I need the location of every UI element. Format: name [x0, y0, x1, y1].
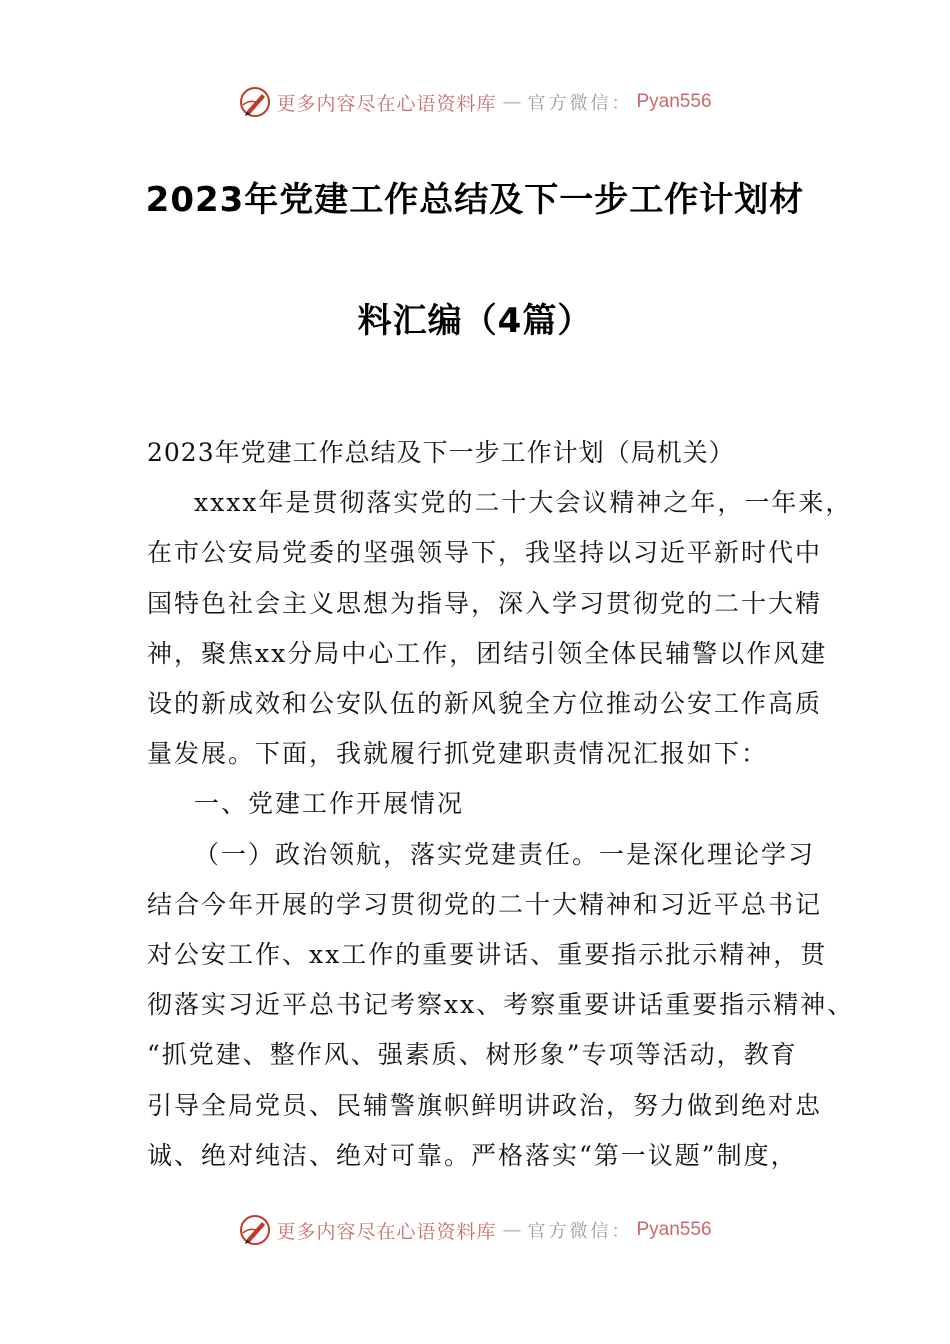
- watermark-text: 更多内容尽在心语资料库: [276, 1220, 497, 1243]
- paragraph-line: 对公安工作、xx工作的重要讲话、重要指示批示精神，贯: [147, 940, 828, 970]
- section-heading: 一、党建工作开展情况: [194, 789, 465, 819]
- paragraph-line: 设的新成效和公安队伍的新风貌全方位推动公安工作高质: [147, 689, 823, 719]
- paragraph-line: 引导全局党员、民辅警旗帜鲜明讲政治，努力做到绝对忠: [147, 1090, 823, 1120]
- watermark-wechat-label: 官方微信：: [527, 1221, 633, 1242]
- watermark-brand: [238, 85, 711, 119]
- paragraph-line: （一）政治领航，落实党建责任。一是深化理论学习: [194, 839, 816, 869]
- watermark-wechat-label: 官方微信：: [527, 93, 633, 114]
- watermark-separator: —: [502, 91, 522, 113]
- watermark-text: 更多内容尽在心语资料库: [276, 92, 497, 115]
- paragraph-line: xxxx年是贯彻落实党的二十大会议精神之年，一年来，: [194, 488, 853, 518]
- paragraph-line: 在市公安局党委的坚强领导下，我坚持以习近平新时代中: [147, 538, 823, 568]
- document-body: [147, 428, 855, 1181]
- document-title-line-1: 2023年党建工作总结及下一步工作计划材: [145, 180, 805, 220]
- paragraph-line: 神，聚焦xx分局中心工作，团结引领全体民辅警以作风建: [147, 638, 828, 668]
- paragraph-line: 量发展。下面，我就履行抓党建职责情况汇报如下：: [147, 739, 769, 769]
- watermark-wechat-id: Pyan556: [636, 91, 712, 112]
- paragraph-line: 国特色社会主义思想为指导，深入学习贯彻党的二十大精: [147, 588, 823, 618]
- paragraph-line: 诚、绝对纯洁、绝对可靠。严格落实“第一议题”制度，: [147, 1140, 798, 1170]
- pen-logo-icon: [238, 85, 272, 119]
- paragraph-line: “抓党建、整作风、强素质、树形象”专项等活动，教育: [147, 1040, 798, 1070]
- paragraph-line: 彻落实习近平总书记考察xx、考察重要讲话重要指示精神、: [147, 990, 855, 1020]
- pen-logo-icon: [238, 1213, 272, 1247]
- footer-watermark: [0, 1210, 950, 1250]
- watermark-brand: [238, 1213, 711, 1247]
- section-subtitle: 2023年党建工作总结及下一步工作计划（局机关）: [147, 438, 735, 467]
- watermark-wechat-id: Pyan556: [636, 1219, 712, 1240]
- header-watermark: [0, 82, 950, 122]
- watermark-separator: —: [502, 1219, 522, 1241]
- paragraph-line: 结合今年开展的学习贯彻党的二十大精神和习近平总书记: [147, 889, 823, 919]
- document-title-line-2: 料汇编（4篇）: [357, 301, 593, 341]
